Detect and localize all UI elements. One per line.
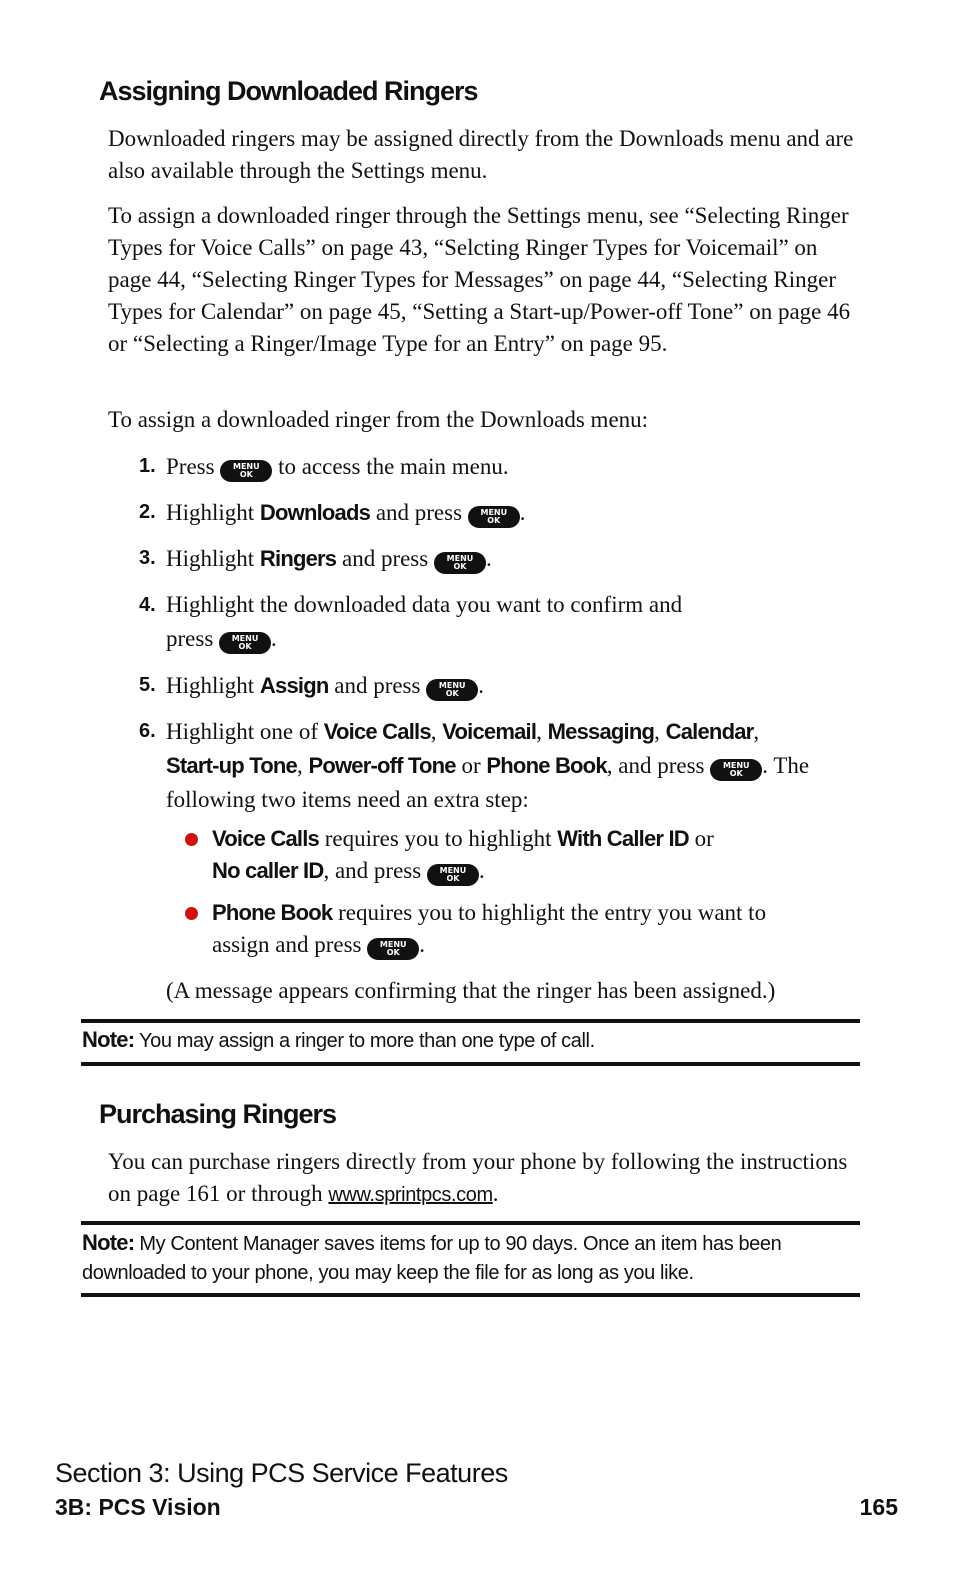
page-number: 165 bbox=[859, 1494, 898, 1520]
ui-label-no-caller-id: No caller ID bbox=[212, 858, 324, 883]
section-heading-assigning: Assigning Downloaded Ringers bbox=[99, 76, 478, 106]
step-text: Press bbox=[166, 454, 215, 479]
step-text: Highlight bbox=[166, 673, 255, 698]
downloads-paragraph: To assign a downloaded ringer from the Downloads menu: bbox=[108, 407, 649, 432]
step-number: 4. bbox=[139, 594, 156, 616]
step-5: Highlight Assign and press MENU OK . bbox=[166, 669, 866, 703]
bullet-icon bbox=[185, 833, 198, 846]
step-text: Highlight bbox=[166, 500, 255, 525]
step-number: 5. bbox=[139, 674, 156, 696]
bullet-phone-book: Phone Book requires you to highlight the entry you want to assign and press MENU OK . bbox=[212, 897, 862, 961]
ui-label-messaging: Messaging bbox=[547, 719, 655, 744]
step-text: and press bbox=[375, 500, 463, 525]
menu-ok-key-icon: MENU OK bbox=[426, 679, 478, 701]
ui-label-start-up-tone: Start-up Tone bbox=[166, 753, 297, 778]
ui-label-voice-calls: Voice Calls bbox=[212, 826, 319, 851]
step-6: Highlight one of Voice Calls, Voicemail, Messaging, Calendar, Start-up Tone, Power-off Tone or Phone Book, and press MENU OK . The following two items need an extra step: bbox=[166, 719, 810, 812]
section-heading-purchasing: Purchasing Ringers bbox=[99, 1099, 337, 1129]
note-text: My Content Manager saves items for up to 90 days. Once an item has been downloaded to your phone, you may keep the file for as long as you like. bbox=[82, 1233, 782, 1284]
step-text: Highlight the downloaded data you want to confirm and bbox=[166, 592, 683, 617]
ui-label-ringers: Ringers bbox=[259, 546, 337, 571]
note-bottom-rule bbox=[81, 1293, 860, 1297]
ui-label-voicemail: Voicemail bbox=[442, 719, 537, 744]
step-text: and press bbox=[334, 673, 421, 698]
note-content-manager bbox=[82, 1228, 860, 1288]
bullet-voice-calls: Voice Calls requires you to highlight With Caller ID or No caller ID, and press MENU OK . bbox=[212, 823, 862, 887]
footer-subsection: 3B: PCS Vision bbox=[55, 1494, 221, 1520]
ui-label-with-caller-id: With Caller ID bbox=[557, 826, 689, 851]
note-multiple-calls bbox=[82, 1025, 860, 1056]
step-number: 2. bbox=[139, 501, 156, 523]
step-text: following two items need an extra step: bbox=[166, 787, 529, 812]
note-text: You may assign a ringer to more than one type of call. bbox=[139, 1030, 595, 1052]
ui-label-phone-book: Phone Book bbox=[212, 900, 333, 925]
ui-label-power-off-tone: Power-off Tone bbox=[308, 753, 456, 778]
purchase-paragraph: You can purchase ringers directly from your phone by following the instructions on page 161 or through www.sprintpcs.com. bbox=[108, 1149, 848, 1206]
step-2: Highlight Downloads and press MENU OK . bbox=[166, 496, 866, 530]
step-text: Highlight bbox=[166, 546, 255, 571]
ui-label-downloads: Downloads bbox=[259, 500, 371, 525]
note-bottom-rule bbox=[81, 1062, 860, 1066]
menu-ok-key-icon: MENU OK bbox=[220, 460, 272, 482]
step-text: and press bbox=[341, 546, 429, 571]
ui-label-voice-calls: Voice Calls bbox=[323, 719, 431, 744]
step-number: 1. bbox=[139, 455, 156, 477]
bullet-icon bbox=[185, 907, 198, 920]
intro-paragraph: Downloaded ringers may be assigned directly from the Downloads menu and are also available through the Settings menu. bbox=[108, 126, 854, 183]
settings-paragraph: To assign a downloaded ringer through the Settings menu, see “Selecting Ringer Types for Voice Calls” on page 43, “Selcting Ringer Types for Voicemail” on page 44, “Selecting Ringer Types for Messages” on page 44, “Selecting Ringer Types for Calendar” on page 45, “Setting a Start-up/Power-off Tone” on page 46 or “Selecting a Ringer/Image Type for an Entry” on page 95. bbox=[108, 203, 851, 356]
ui-label-calendar: Calendar bbox=[665, 719, 754, 744]
menu-ok-key-icon: MENU OK bbox=[367, 938, 419, 960]
menu-ok-key-icon: MENU OK bbox=[710, 759, 762, 781]
step-text: to access the main menu. bbox=[278, 454, 509, 479]
step-text: Highlight one of bbox=[166, 719, 319, 744]
sprintpcs-link[interactable]: www.sprintpcs.com bbox=[328, 1184, 493, 1206]
menu-ok-key-icon: MENU OK bbox=[427, 864, 479, 886]
step-4: Highlight the downloaded data you want to confirm and press MENU OK . bbox=[166, 588, 866, 656]
note-top-rule bbox=[81, 1019, 860, 1023]
menu-ok-key-icon: MENU OK bbox=[219, 632, 271, 654]
footer-section-title: Section 3: Using PCS Service Features bbox=[55, 1458, 508, 1488]
menu-ok-key-icon: MENU OK bbox=[468, 506, 520, 528]
ui-label-phone-book: Phone Book bbox=[486, 753, 607, 778]
note-label: Note: bbox=[82, 1230, 135, 1255]
confirmation-message: (A message appears confirming that the ringer has been assigned.) bbox=[166, 978, 776, 1003]
step-text: press bbox=[166, 626, 214, 651]
step-number: 3. bbox=[139, 547, 156, 569]
menu-ok-key-icon: MENU OK bbox=[434, 552, 486, 574]
step-3: Highlight Ringers and press MENU OK . bbox=[166, 542, 866, 576]
step-1 bbox=[166, 450, 866, 484]
ui-label-assign: Assign bbox=[259, 673, 329, 698]
note-top-rule bbox=[81, 1221, 860, 1225]
note-label: Note: bbox=[82, 1027, 135, 1052]
step-number: 6. bbox=[139, 720, 156, 742]
